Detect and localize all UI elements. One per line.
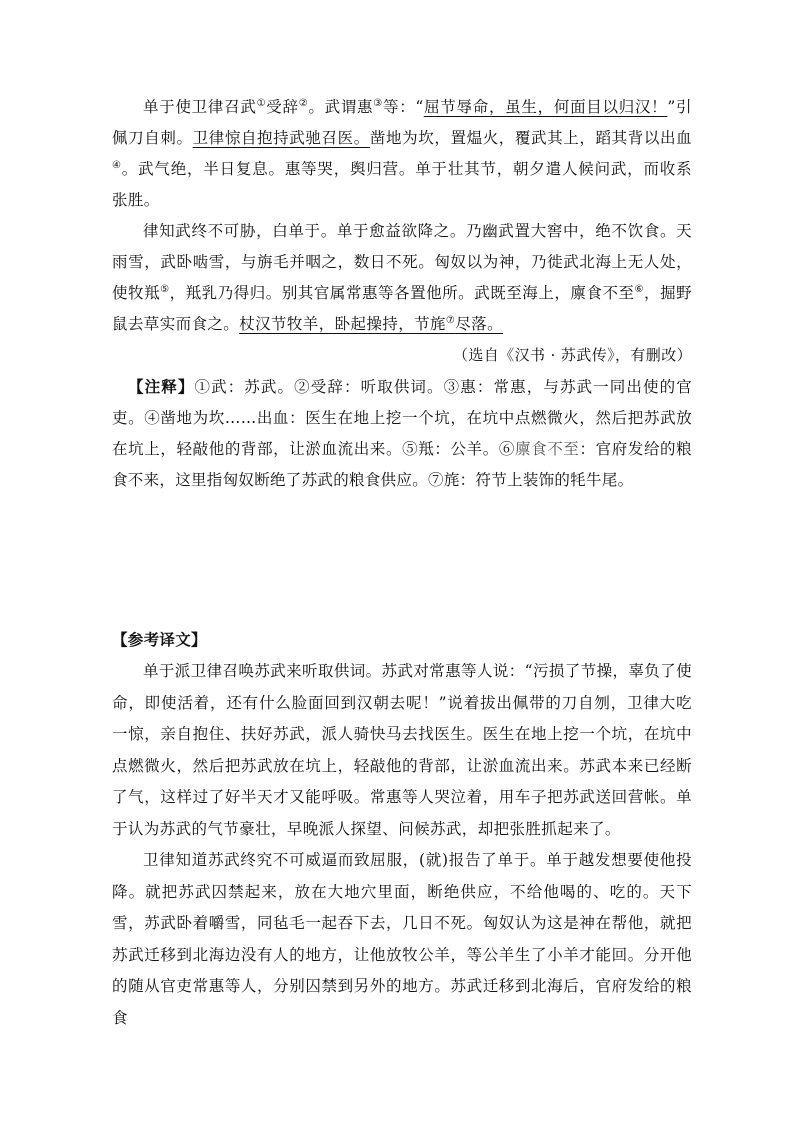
source-citation: （选自《汉书 · 苏武传》，有删改） xyxy=(452,346,692,364)
note-number: ③ xyxy=(443,378,461,396)
passage-text: 杖汉节牧羊，卧起操持，节旄 xyxy=(239,315,446,333)
translation-section xyxy=(112,624,692,1034)
passage-paragraph-1 xyxy=(112,92,692,216)
translation-paragraph-2: 卫律知道苏武终究不可威逼而致屈服，(就)报告了单于。单于越发想要使他投降。就把苏武囚禁起来，放在大地穴里面，断绝供应，不给他喝的、吃的。天下雪，苏武卧着嚼雪，同毡毛一起吞下去，几日不死。匈奴认为这是神在帮他，就把苏武迁移到北海边没有人的地方，让他放牧公羊，等公羊生了小羊才能回。分开他的随从官吏常惠等人，分别囚禁到另外的地方。苏武迁移到北海后，官府发给的粮食 xyxy=(112,851,692,1027)
note-text: 凿地为坎……出血：医生在地上挖一个坑，在坑中点燃微火，然后把苏武放在坑上，轻敲他的背部，让淤血流出来。 xyxy=(112,409,692,458)
passage-text: 受辞 xyxy=(266,98,299,116)
underlined-sentence-3 xyxy=(239,315,503,333)
passage-text: 。武谓惠 xyxy=(308,98,374,116)
passage-text: 律知武终不可胁，白单于。单于愈益欲降之。乃幽武置大窖中，绝不饮食。天雨雪，武卧啮雪，与旃毛并咽之，数日不死。匈奴以为神，乃徙武北海上无人处，使牧羝 xyxy=(112,222,692,302)
underlined-sentence-1: 屈节辱命，虽生，何面目以归汉！ xyxy=(423,98,668,116)
annotations xyxy=(112,371,692,496)
translation-paragraph-1: 单于派卫律召唤苏武来听取供词。苏武对常惠等人说：“污损了节操，辜负了使命，即使活着，还有什么脸面回到汉朝去呢！”说着拔出佩带的刀自刎，卫律大吃一惊，亲自抱住、扶好苏武，派人骑快马去找医生。医生在地上挖一个坑，在坑中点燃微火，然后把苏武放在坑上，轻敲他的背部，让淤血流出来。苏武本来已经断了气，这样过了好半天才又能呼吸。常惠等人哭泣着，用车子把苏武送回营帐。单于认为苏武的气节豪壮，早晚派人探望、问候苏武，却把张胜抓起来了。 xyxy=(112,662,692,838)
translation-heading: 【参考译文】 xyxy=(112,630,207,649)
passage-section xyxy=(112,92,692,496)
footnote-marker: ③ xyxy=(373,97,383,109)
note-text: 旄：符节上装饰的牦牛尾。 xyxy=(443,471,634,489)
note-text: 惠：常惠，与苏武一同出使的官吏。 xyxy=(112,378,693,427)
passage-text: 等：“ xyxy=(382,98,424,116)
note-text: ：官府发给的粮食不来，这里指匈奴断绝了苏武的粮食供应。 xyxy=(112,440,692,489)
note-number: ⑦ xyxy=(428,471,444,489)
note-text: 廪食不至 xyxy=(514,440,580,458)
footnote-marker: ⑦ xyxy=(445,314,456,326)
note-text: 受辞：听取供词。 xyxy=(310,378,444,396)
note-number: ② xyxy=(294,378,311,396)
passage-text: ，掘野鼠去草实而食之。 xyxy=(112,284,692,333)
footnote-marker: ① xyxy=(256,97,267,109)
passage-text: 。武气绝，半日复息。惠等哭，舆归营。单于壮其节，朝夕遣人候问武，而收系张胜。 xyxy=(112,160,692,209)
note-text: 羝：公羊。 xyxy=(418,440,499,458)
footnote-marker: ⑥ xyxy=(634,283,645,295)
footnote-marker: ⑤ xyxy=(160,283,170,295)
passage-text: 尽落。 xyxy=(455,315,503,333)
note-text: 武：苏武。 xyxy=(211,378,295,396)
footnote-marker: ② xyxy=(298,97,309,109)
note-number: ④ xyxy=(144,409,161,427)
passage-text: 凿地为坎，置煴火，覆武其上，蹈其背以出血 xyxy=(369,129,692,147)
footnote-marker: ④ xyxy=(112,159,122,171)
note-number: ⑥ xyxy=(498,440,515,458)
underlined-sentence-2: 卫律惊自抱持武驰召医。 xyxy=(192,129,370,147)
passage-text: ，羝乳乃得归。别其官属常惠等各置他所。武既至海上，廪食不至 xyxy=(169,284,635,302)
annotations-label: 【注释】 xyxy=(128,377,195,396)
passage-paragraph-2 xyxy=(112,216,692,340)
passage-text: 单于使卫律召武 xyxy=(143,98,257,116)
note-number: ⑤ xyxy=(402,440,419,458)
note-number: ① xyxy=(194,378,212,396)
passage-text: ”引佩刀自刺。 xyxy=(112,98,692,147)
